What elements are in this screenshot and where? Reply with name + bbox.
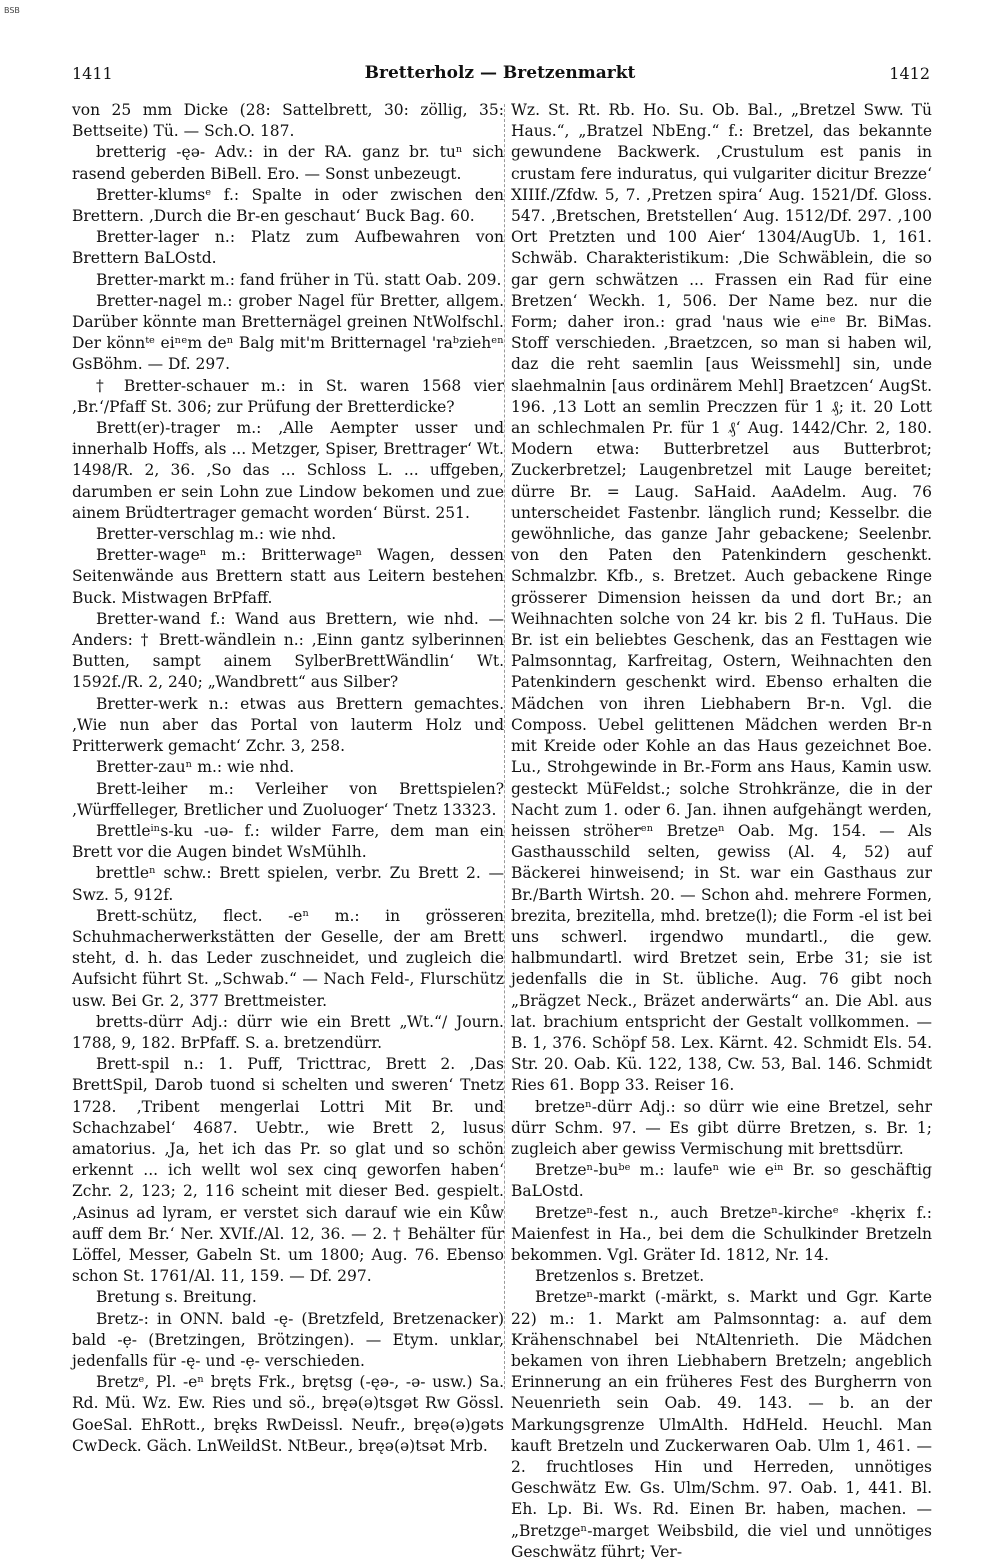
left-column <box>72 100 504 1455</box>
column-divider <box>504 104 505 1389</box>
entry-paragraph: von 25 mm Dicke (28: Sattelbrett, 30: zöllig, 35: Bettseite) Tü. — Sch.O. 187. <box>72 101 504 141</box>
entry-paragraph: brettleⁿ schw.: Brett spielen, verbr. Zu Brett 2. — Swz. 5, 912f. <box>72 864 504 904</box>
entry-paragraph: Bretzeⁿ-fest n., auch Bretzeⁿ-kircheᵉ -khęrix f.: Maienfest in Ha., bei dem die Schulkinder Bretzeln bekommen. Vgl. Gräter Id. 1812, Nr. 14. <box>511 1203 932 1264</box>
entry-paragraph: bretzeⁿ-dürr Adj.: so dürr wie eine Bretzel, sehr dürr Schm. 97. — Es gibt dürre Bretzen, s. Br. 1; zugleich aber gewiss Vermischung mit brettsdürr. <box>511 1097 932 1158</box>
right-column <box>511 100 932 1561</box>
entry-paragraph: Bretter-werk n.: etwas aus Brettern gemachtes. ‚Wie nun aber das Portal von lauterm Holz und Pritterwerk gemacht‘ Zchr. 3, 258. <box>72 694 504 756</box>
page-number-right: 1412 <box>889 64 930 83</box>
entry-paragraph: Bretzeⁿ-buᵇᵉ m.: laufeⁿ wie eⁱⁿ Br. so geschäftig BaLOstd. <box>511 1161 932 1201</box>
entry-paragraph: Bretzenlos s. Bretzet. <box>535 1267 705 1286</box>
entry-paragraph: Bretter-nagel m.: grober Nagel für Bretter, allgem. Darüber könnte man Bretternägel greinen NtWolfschl. Der könnᵗᵉ eiⁿᵉm deⁿ Balg mit'm Britternagel 'raᵇziehᵉⁿ GsBöhm. — Df. 297. <box>72 291 504 374</box>
page-number-left: 1411 <box>72 64 113 83</box>
entry-paragraph: Bretter-klumsᵉ f.: Spalte in oder zwischen den Brettern. ‚Durch die Br-en geschaut‘ Buck Bag. 60. <box>72 185 504 226</box>
entry-paragraph: Bretter-wand f.: Wand aus Brettern, wie nhd. — Anders: † Brett-wändlein n.: ‚Einn gantz sylberinnen Butten, sampt ainem SylberBrettWändlin‘ Wt. 1592f./R. 2, 240; „Wandbrett“ aus Silber? <box>72 609 504 692</box>
entry-paragraph: Bretzeⁿ-markt (-märkt, s. Markt und Ggr. Karte 22) m.: 1. Markt am Palmsonntag: a. auf dem Krähenschnabel bei NtAltenrieth. Die Mädchen bekamen von ihren Liebhabern Bretzeln; angeblich Erinnerung an ein früheres Fest des Burgherrn von Neuenrieth sein Oab. 49. 143. — b. an der Markungsgrenze UlmAlth. HdHeld. Heuchl. Man kauft Bretzeln und Zuckerwaren Oab. Ulm 1, 461. — 2. fruchtloses Hin und Herreden, unnötiges Geschwätz Ew. Gs. Ulm/Schm. 97. Oab. 1, 441. Bl. Eh. Lp. Bi. Ws. Rd. Einen Br. haben, machen. — „Bretzgeⁿ-marget Weibsbild, die viel und unnötiges Geschwätz führt; Ver- <box>511 1288 932 1561</box>
entry-paragraph: Bretter-zauⁿ m.: wie nhd. <box>96 758 295 777</box>
entry-paragraph: Bretung s. Breitung. <box>96 1288 257 1307</box>
entry-paragraph: Bretzᵉ, Pl. -eⁿ bręts Frk., brętsg (-ęə-, -ə- usw.) Sa. Rd. Mü. Wz. Ew. Ries und sö., bręə(ə)tsgət Rw Gössl. GoeSal. EhRott., bręks RwDeissl. Neufr., bręə(ə)gəts CwDeck. Gäch. LnWeildSt. NtBeur., bręə(ə)tsət Mrb. <box>72 1373 504 1455</box>
entry-paragraph: Bretter-lager n.: Platz zum Aufbewahren von Brettern BaLOstd. <box>72 228 504 268</box>
entry-paragraph: bretterig -ęə- Adv.: in der RA. ganz br. tuⁿ sich rasend geberden BiBell. Ero. — Sonst unbezeugt. <box>72 143 504 183</box>
entry-paragraph: bretts-dürr Adj.: dürr wie ein Brett „Wt.“/ Journ. 1788, 9, 182. BrPfaff. S. a. bretzendürr. <box>72 1012 504 1052</box>
entry-paragraph: Brett-spil n.: 1. Puff, Tricttrac, Brett 2. ‚Das BrettSpil, Darob tuond si schelten und sweren‘ Tnetz 1728. ‚Tribent mengerlai Lottri Mit Br. und Schachzabel‘ 4687. Uebtr., wie Brett 2, lusus amatorius. ‚Ja, het ich das Pr. so glat und so schön erkennt ... ich wellt wol sex cinq geworfen haben‘ Zchr. 2, 123; 2, 116 scheint mit dieser Bed. gespielt. ‚Asinus ad lyram, er verstet sich darauf wie ein Kůw auff dem Br.‘ Ner. XVIf./Al. 12, 36. — 2. † Behälter für Löffel, Messer, Gabeln St. um 1800; Aug. 76. Ebenso schon St. 1761/Al. 11, 159. — Df. 297. <box>72 1055 504 1286</box>
entry-paragraph: Bretter-markt m.: fand früher in Tü. statt Oab. 209. <box>96 270 502 289</box>
entry-paragraph: Brett(er)-trager m.: ‚Alle Aempter usser und innerhalb Hoffs, als ... Metzger, Spiser, Brettrager‘ Wt. 1498/R. 2, 36. ‚So das ... Schloss L. ... uffgeben, darumben er sein Lohn zue Lindow bekomen und zue ainem Brüdtertrager gemacht worden‘ Bürst. 251. <box>72 419 504 522</box>
entry-paragraph: Brettleⁱⁿs-ku -uə- f.: wilder Farre, dem man ein Brett vor die Augen bindet WsMühlh. <box>72 821 504 862</box>
entry-paragraph: † Bretter-schauer m.: in St. waren 1568 vier ‚Br.‘/Pfaff St. 306; zur Prüfung der Bretterdicke? <box>72 376 504 416</box>
entry-paragraph: Brett-leiher m.: Verleiher von Brettspielen? ‚Würffelleger, Bretlicher und Zuoluoger‘ Tnetz 13323. <box>72 779 504 819</box>
entry-paragraph: Wz. St. Rt. Rb. Ho. Su. Ob. Bal., „Bretzel Sww. Tü Haus.“, „Bratzel NbEng.“ f.: Bretzel, das bekannte gewundene Backwerk. ‚Crustulum est panis in crustam fere induratus, qui vulgariter dicitur Brezze‘ XIIIf./Zfdw. 5, 7. ‚Pretzen spira‘ Aug. 1521/Df. Gloss. 547. ‚Bretschen, Bretstellen‘ Aug. 1512/Df. 297. ‚100 Ort Pretzten und 100 Aier‘ 1304/AugUb. 1, 161. Schwäb. Charakteristikum: ‚Die Schwäblein, die so gar gern schwätzen ... Frassen ein Rad für eine Bretzen‘ Weckh. 1, 506. Der Name bez. nur die Form; daher iron.: grad 'naus wie eⁱⁿᵉ Br. BiMas. Stoff verschieden. ‚Braetzcen, so man si haben wil, daz die reht saemlin [aus Weissmehl] sin, unde slaehmalnin [aus ordinärem Mehl] Braetzcen‘ AugSt. 196. ‚13 Lott an semlin Preczzen für 1 ₰; it. 20 Lott an schlechmalen Pr. für 1 ₰‘ Aug. 1442/Chr. 2, 180. Modern etwa: Butterbretzel aus Butterbrot; Zuckerbretzel; Laugenbretzel mit Lauge bereitet; dürre Br. = Laug. SaHaid. AaAdelm. Aug. 76 unterscheidet Fastenbr. länglich rund; Kesselbr. die gewöhnliche, das ganze Jahr gebackene; Seelenbr. von den Paten den Patenkindern geschenkt. Schmalzbr. Kfb., s. Bretzet. Auch gebackene Ringe grösserer Dimension heissen da und dort Br.; an Weihnachten solche von 24 kr. bis 2 fl. TuHaus. Die Br. ist ein beliebtes Geschenk, das an Festtagen wie Palmsonntag, Karfreitag, Ostern, Weihnachten den Patenkindern geschenkt wird. Ebenso erhalten die Mädchen von ihren Liebhabern Br-n. Vgl. die Composs. Uebel gelittenen Mädchen werden Br-n mit Kreide oder Kohle an das Haus gezeichnet Boe. Lu., Strohgewinde in Br.-Form ans Haus, Kamin usw. gesteckt MüFeldst.; solche Strohkränze, die in der Nacht zum 1. oder 6. Jan. ihnen aufgehängt werden, heissen ströherᵉⁿ Bretzeⁿ Oab. Mg. 154. — Als Gasthausschild selten, gewiss (Al. 4, 52) auf Bäckerei hinweisend; in St. war ein Gasthaus zur Br./Barth Wirtsh. 20. — Schon ahd. mehrere Formen, brezita, brezitella, mhd. bretze(l); die Form -el ist bei uns schwerl. irgendwo mundartl., die gew. halbmundartl. wird Bretzet sein, Erbe 31; sie ist jedenfalls die in St. übliche. Aug. 76 gibt noch „Brägzet Neck., Bräzet anderwärts“ an. Die Abl. aus lat. brachium entspricht der Gestalt vollkommen. — B. 1, 376. Schöpf 58. Lex. Kärnt. 42. Schmidt Els. 54. Str. 20. Oab. Kü. 122, 138, Cw. 53, Bal. 146. Schmidt Ries 61. Bopp 33. Reiser 16. <box>511 101 932 1095</box>
library-stamp: BSB <box>4 6 20 15</box>
entry-paragraph: Brett-schütz, flect. -eⁿ m.: in grösseren Schuhmacherwerkstätten der Geselle, der am Brett steht, d. h. das Leder zuschneidet, und zugleich die Aufsicht führt St. „Schwab.“ — Nach Feld-, Flurschütz usw. Bei Gr. 2, 377 Brettmeister. <box>72 906 504 1010</box>
entry-paragraph: Bretz-: in ONN. bald -ę- (Bretzfeld, Bretzenacker) bald -ẹ- (Bretzingen, Brötzingen). — Etym. unklar, jedenfalls für -ę- und -ẹ- verschieden. <box>72 1309 504 1370</box>
entry-paragraph: Bretter-wageⁿ m.: Britterwageⁿ Wagen, dessen Seitenwände aus Brettern statt aus Leitern bestehen Buck. Mistwagen BrPfaff. <box>72 546 504 607</box>
running-title: Bretterholz — Bretzenmarkt <box>364 63 636 83</box>
entry-paragraph: Bretter-verschlag m.: wie nhd. <box>96 525 337 544</box>
